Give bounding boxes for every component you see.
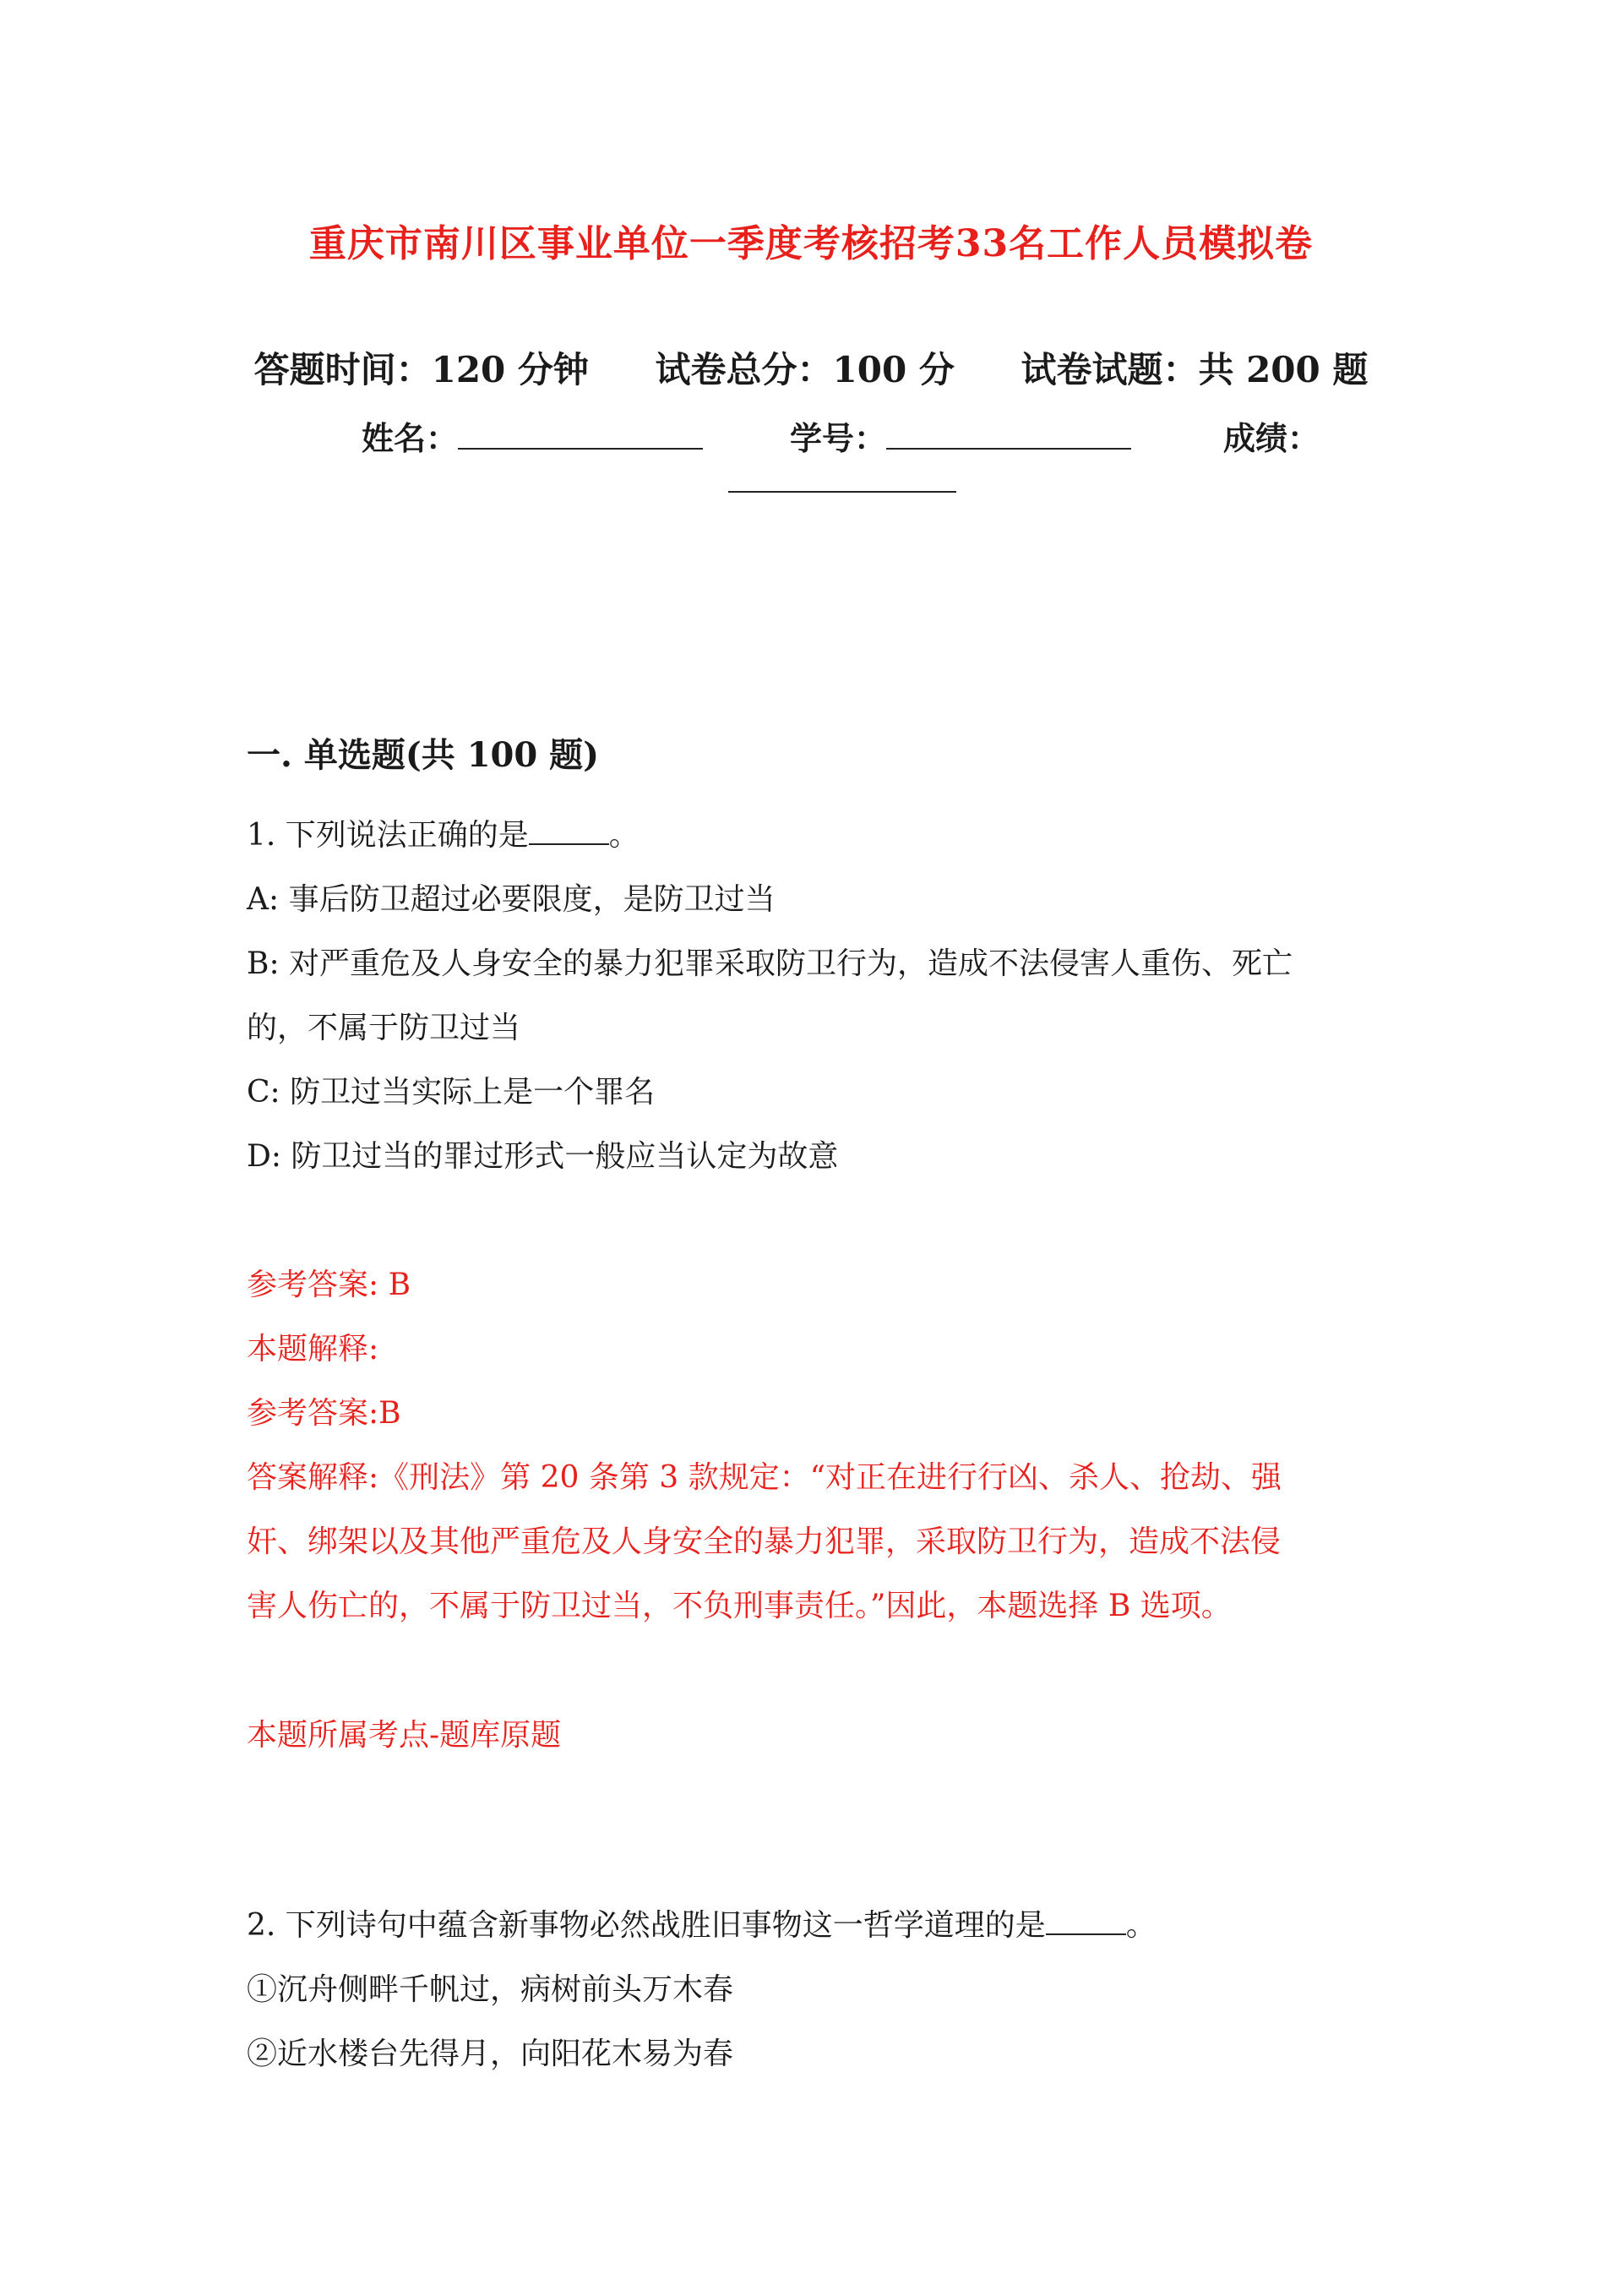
q2-stem-text: 2. 下列诗句中蕴含新事物必然战胜旧事物这一哲学道理的是 — [247, 1908, 1046, 1943]
q1-option-c: C: 防卫过当实际上是一个罪名 — [247, 1075, 656, 1110]
name-blank — [458, 417, 703, 450]
section-title: 一. 单选题(共 100 题) — [247, 735, 600, 775]
score-field — [1223, 412, 1320, 459]
q1-explanation-line3: 害人伤亡的，不属于防卫过当，不负刑事责任。”因此，本题选择 B 选项。 — [247, 1589, 1232, 1623]
exam-question-count: 试卷试题：共 200 题 — [1021, 349, 1369, 390]
student-id-field — [790, 412, 1131, 459]
q2-answer-blank — [1046, 1908, 1126, 1935]
q1-stem-end: 。 — [608, 818, 640, 853]
q1-explanation-line2: 奸、绑架以及其他严重危及人身安全的暴力犯罪，采取防卫行为，造成不法侵 — [247, 1524, 1282, 1559]
q2-item-2: ②近水楼台先得月，向阳花木易为春 — [247, 2037, 734, 2071]
name-label: 姓名： — [362, 419, 459, 457]
q1-stem-text: 1. 下列说法正确的是 — [247, 818, 529, 853]
exam-meta — [0, 342, 1622, 393]
exam-total-score: 试卷总分：100 分 — [655, 349, 955, 390]
exam-title: 重庆市南川区事业单位一季度考核招考33名工作人员模拟卷 — [308, 222, 1314, 265]
q1-topic: 本题所属考点-题库原题 — [247, 1718, 562, 1753]
q1-explanation-label: 本题解释: — [247, 1332, 379, 1366]
student-id-label: 学号： — [790, 419, 887, 457]
exam-time: 答题时间：120 分钟 — [253, 349, 589, 390]
q1-answer-blank — [529, 818, 609, 845]
name-field — [362, 412, 703, 459]
q1-option-b-line2: 的，不属于防卫过当 — [247, 1011, 521, 1045]
q1-explanation-line1: 答案解释:《刑法》第 20 条第 3 款规定：“对正在进行行凶、杀人、抢劫、强 — [247, 1460, 1282, 1495]
q1-answer: 参考答案: B — [247, 1268, 411, 1302]
q1-option-d: D: 防卫过当的罪过形式一般应当认定为故意 — [247, 1139, 839, 1174]
q1-stem — [247, 811, 640, 854]
q1-answer-repeat: 参考答案:B — [247, 1396, 401, 1431]
q2-item-1: ①沉舟侧畔千帆过，病树前头万木春 — [247, 1972, 734, 2007]
score-label: 成绩： — [1223, 419, 1320, 457]
q2-stem-end: 。 — [1125, 1908, 1157, 1943]
q2-stem — [247, 1901, 1157, 1944]
score-blank — [728, 461, 956, 493]
student-id-blank — [886, 417, 1131, 450]
score-blank-wrap — [728, 461, 956, 500]
q1-option-b-line1: B: 对严重危及人身安全的暴力犯罪采取防卫行为，造成不法侵害人重伤、死亡 — [247, 946, 1293, 981]
q1-option-a: A: 事后防卫超过必要限度，是防卫过当 — [247, 882, 776, 917]
